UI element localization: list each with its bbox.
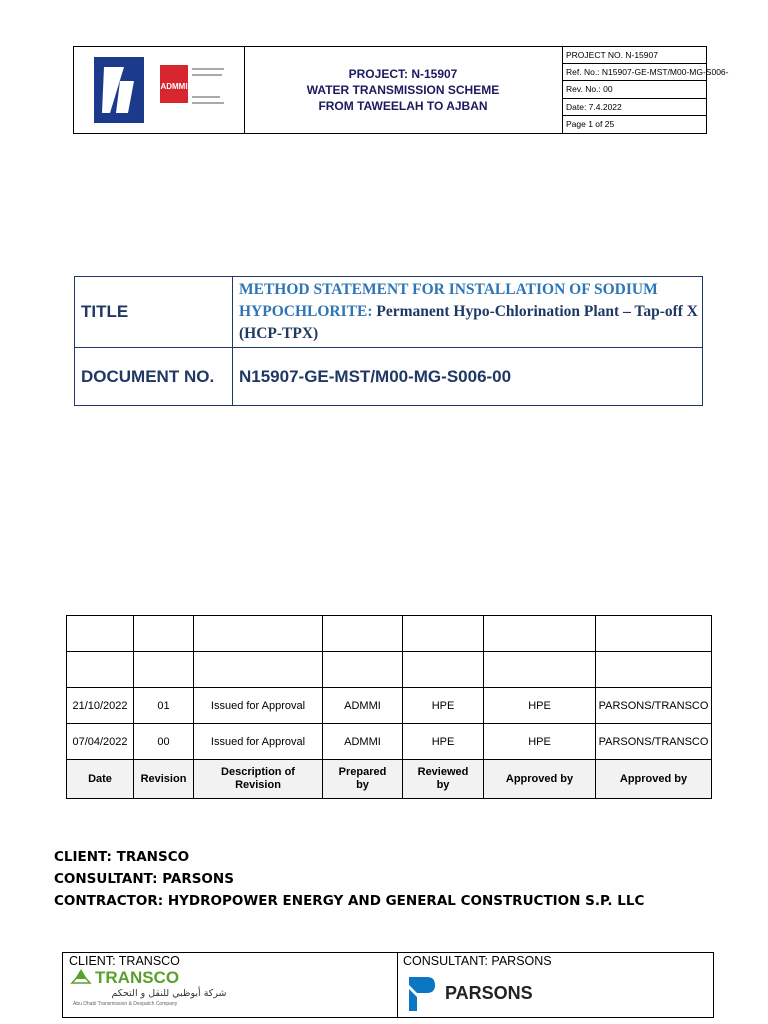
title-label: TITLE	[75, 277, 233, 348]
logo-area	[74, 47, 245, 133]
footer-logos	[62, 952, 714, 1018]
meta-rev-no: Rev. No.: 00	[563, 81, 707, 98]
rev-description: Issued for Approval	[194, 724, 323, 760]
parsons-logo	[405, 975, 585, 1015]
rev-prepared-by: ADMMI	[323, 688, 403, 724]
header-prepared-by: Prepared by	[323, 760, 403, 799]
table-header-row	[67, 760, 712, 799]
meta-ref-no: Ref. No.: N15907-GE-MST/M00-MG-S006-	[563, 64, 707, 81]
rev-date: 21/10/2022	[67, 688, 134, 724]
meta-project-no: PROJECT NO. N-15907	[563, 47, 707, 64]
table-row	[67, 688, 712, 724]
svg-text:Abu Dhabi Transmission & Despa: Abu Dhabi Transmission & Despatch Company	[73, 1001, 178, 1007]
table-row	[67, 616, 712, 652]
document-number: N15907-GE-MST/M00-MG-S006-00	[239, 366, 512, 386]
svg-text:شركة أبوظبي للنقل و التحكم: شركة أبوظبي للنقل و التحكم	[111, 988, 227, 999]
client-line: CLIENT: TRANSCO	[54, 849, 190, 865]
table-row	[67, 652, 712, 688]
title-part-1: METHOD STATEMENT FOR INSTALLATION OF SODIUM HYPOCHLORITE:	[239, 281, 658, 320]
header-approved-by-2: Approved by	[596, 760, 712, 799]
rev-number: 01	[134, 688, 194, 724]
rev-approved-by-2: PARSONS/TRANSCO	[596, 688, 712, 724]
document-title	[233, 277, 702, 348]
header-date: Date	[67, 760, 134, 799]
title-block	[74, 276, 703, 406]
transco-logo	[69, 967, 269, 1013]
project-title	[244, 47, 563, 133]
document-header	[73, 46, 729, 134]
footer-client-cell	[63, 953, 398, 1017]
meta-page: Page 1 of 25	[566, 118, 615, 129]
header-revision: Revision	[134, 760, 194, 799]
rev-reviewed-by: HPE	[403, 724, 484, 760]
header-approved-by: Approved by	[484, 760, 596, 799]
consultant-line: CONSULTANT: PARSONS	[54, 871, 234, 887]
revision-table	[66, 615, 712, 799]
project-line-2: WATER TRANSMISSION SCHEME	[306, 83, 500, 97]
header-reviewed-by: Reviewed by	[403, 760, 484, 799]
svg-text:PARSONS: PARSONS	[445, 983, 533, 1003]
project-line-1: PROJECT: N-15907	[348, 67, 458, 81]
rev-date: 07/04/2022	[67, 724, 134, 760]
header-description: Description of Revision	[194, 760, 323, 799]
footer-consultant-label: CONSULTANT: PARSONS	[403, 954, 552, 968]
footer-client-label: CLIENT: TRANSCO	[69, 954, 180, 968]
rev-number: 00	[134, 724, 194, 760]
document-no-label: DOCUMENT NO.	[75, 348, 233, 405]
rev-prepared-by: ADMMI	[323, 724, 403, 760]
rev-reviewed-by: HPE	[403, 688, 484, 724]
svg-text:ADMMI: ADMMI	[160, 82, 188, 91]
title-part-2: Permanent Hypo-Chlorination Plant – Tap-off X (HCP-TPX)	[239, 303, 698, 342]
project-line-3: FROM TAWEELAH TO AJBAN	[318, 99, 488, 113]
rev-approved-by: HPE	[484, 724, 596, 760]
contractor-line: CONTRACTOR: HYDROPOWER ENERGY AND GENERAL CONSTRUCTION S.P. LLC	[54, 893, 645, 909]
company-logo	[74, 47, 244, 133]
meta-date: Date: 7.4.2022	[563, 99, 707, 116]
svg-text:TRANSCO: TRANSCO	[95, 968, 180, 987]
document-meta	[563, 47, 729, 133]
rev-approved-by-2: PARSONS/TRANSCO	[596, 724, 712, 760]
rev-description: Issued for Approval	[194, 688, 323, 724]
rev-approved-by: HPE	[484, 688, 596, 724]
footer-consultant-cell	[397, 953, 713, 1017]
table-row	[67, 724, 712, 760]
